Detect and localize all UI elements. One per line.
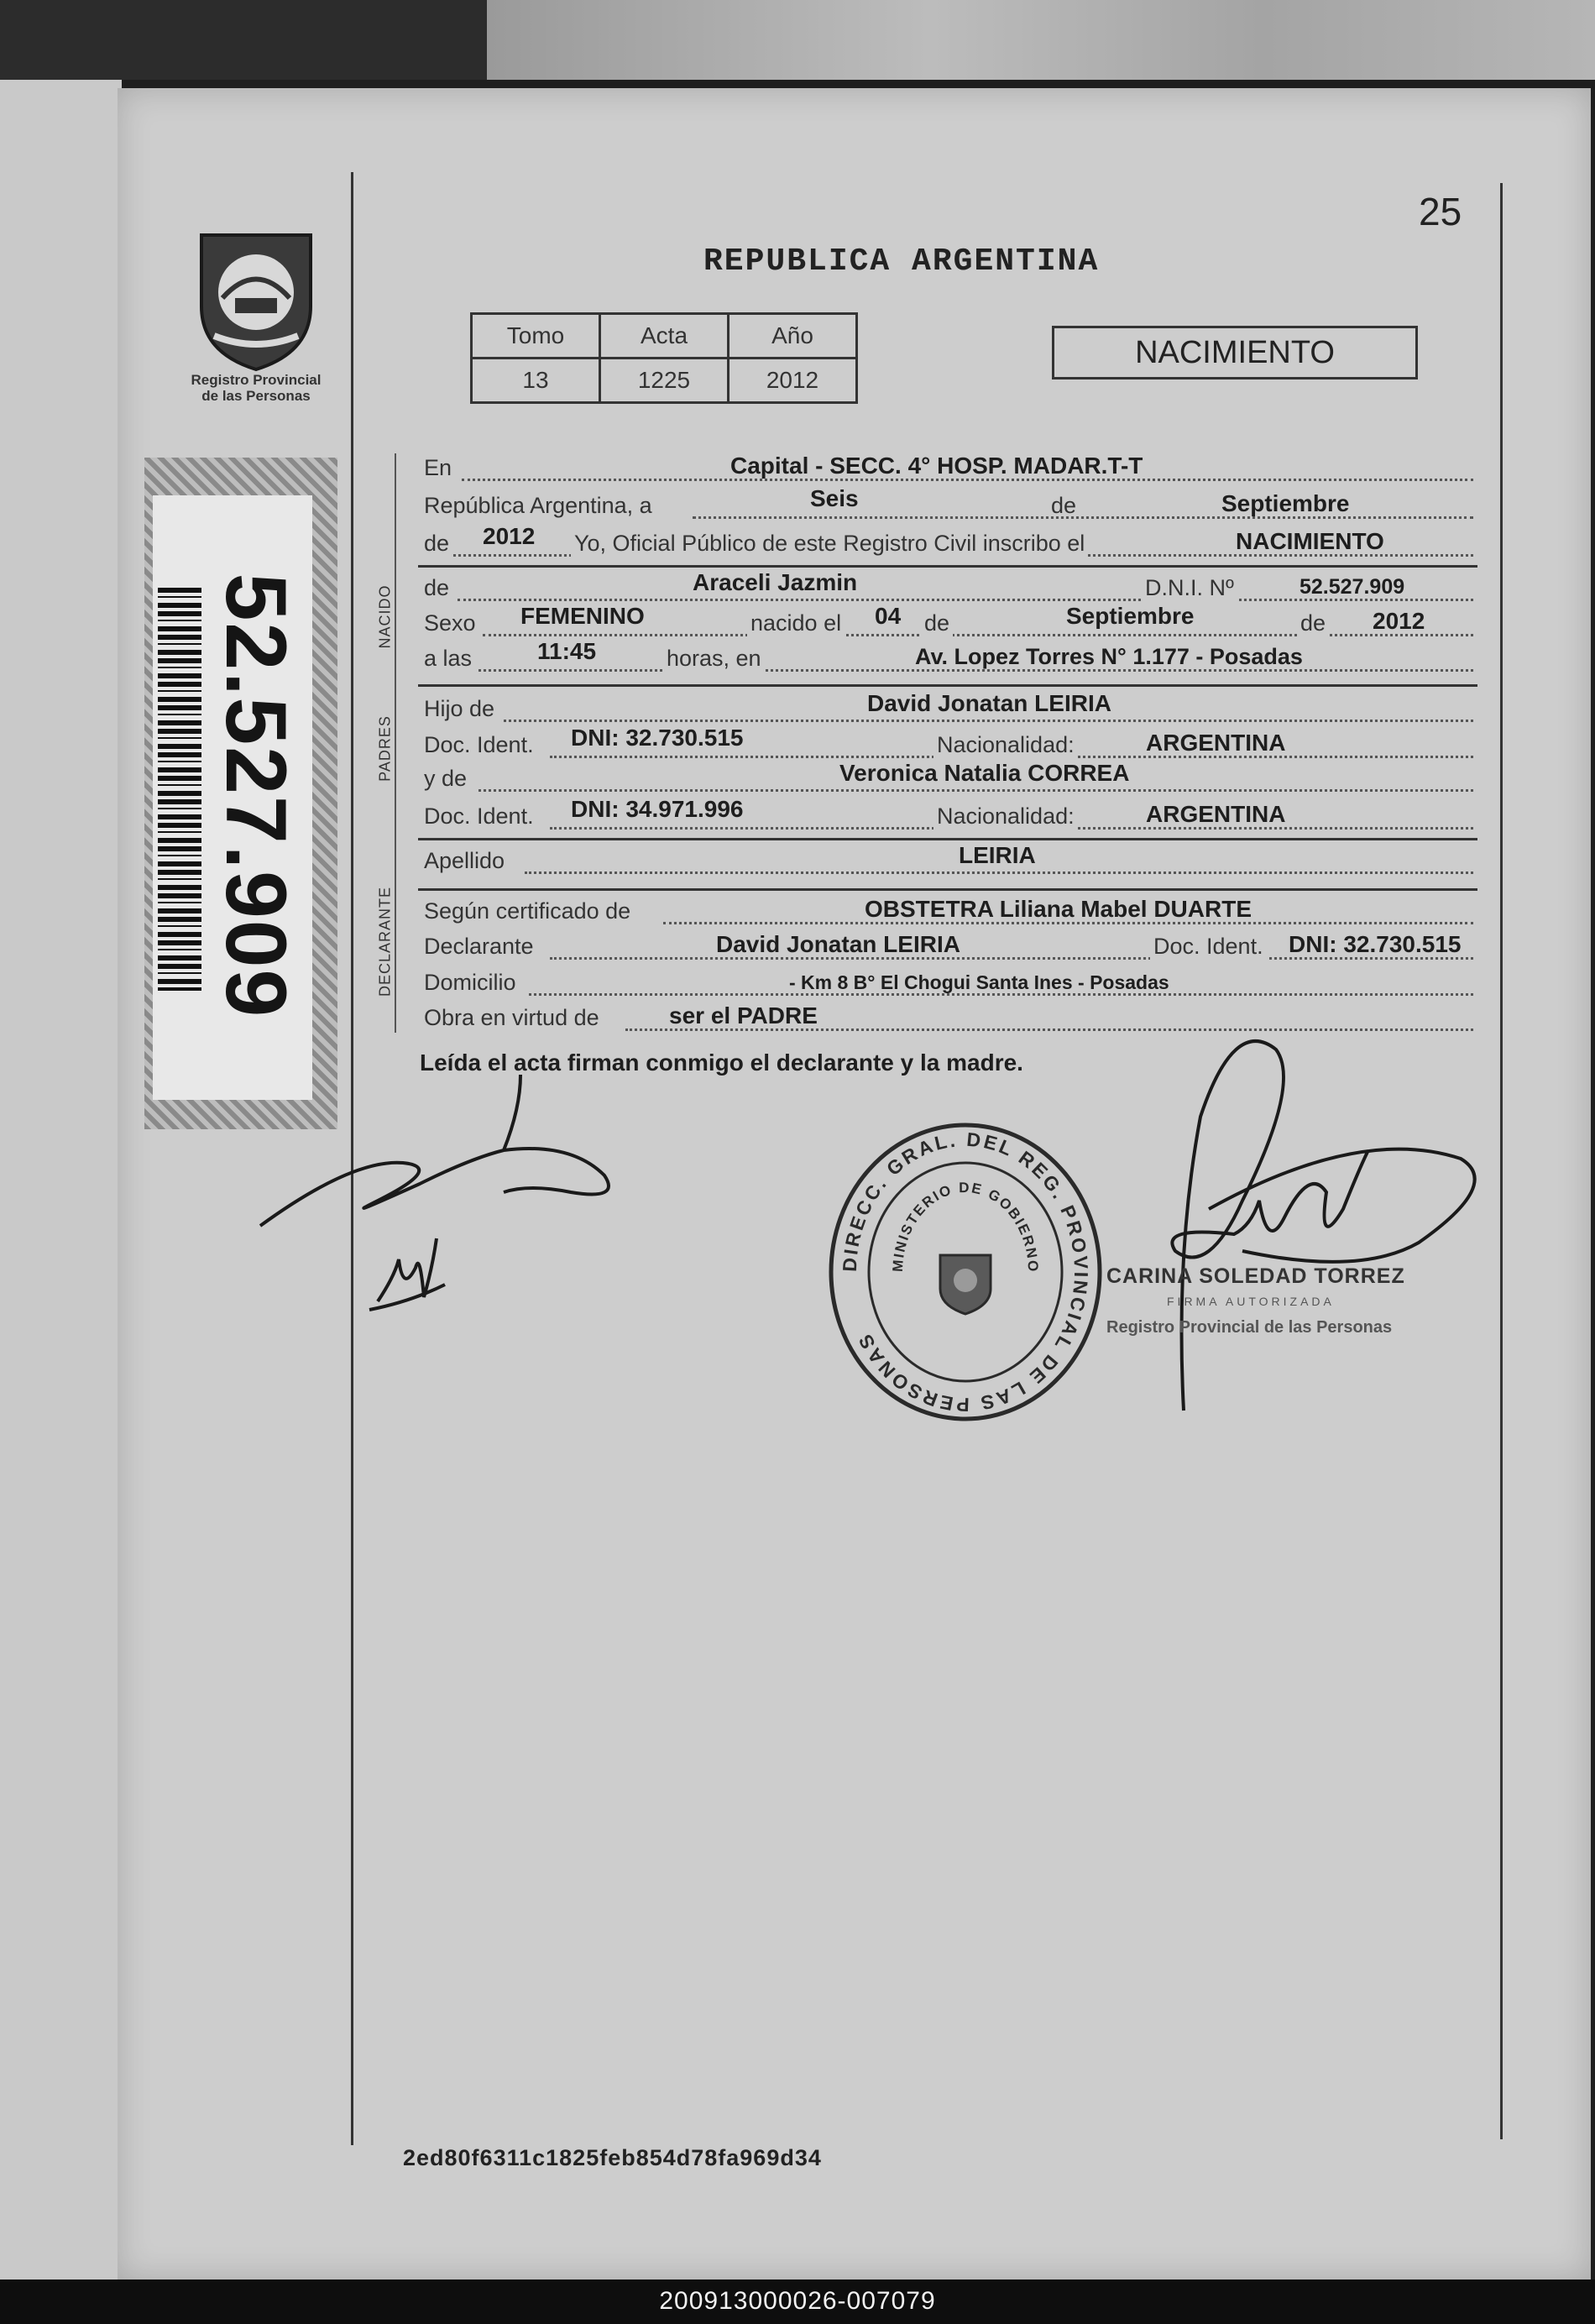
label-de-day: de bbox=[921, 610, 953, 636]
row-surname bbox=[420, 842, 1477, 877]
label-oficial: Yo, Oficial Público de este Registro Civil inscribo el bbox=[571, 531, 1088, 557]
frame-line-right bbox=[1500, 183, 1503, 2139]
header-acta: Acta bbox=[600, 314, 729, 359]
official-name: CARINA SOLEDAD TORREZ bbox=[1106, 1264, 1405, 1288]
declarant-signature bbox=[252, 1058, 630, 1335]
row-child-name bbox=[420, 569, 1477, 605]
field-mother-name: Veronica Natalia CORREA bbox=[839, 760, 1130, 786]
image-caption: 200913000026-007079 bbox=[659, 2287, 936, 2315]
field-child-name: Araceli Jazmin bbox=[693, 569, 858, 595]
field-address: - Km 8 B° El Chogui Santa Ines - Posadas bbox=[789, 971, 1169, 993]
register-table bbox=[470, 312, 858, 404]
barcode-number: 52.527.909 bbox=[208, 573, 304, 1019]
separator-line bbox=[418, 838, 1477, 840]
official-seal bbox=[823, 1117, 1108, 1427]
label-nacionalidad-father: Nacionalidad: bbox=[933, 732, 1078, 758]
section-divider-line bbox=[395, 453, 396, 1033]
label-nacionalidad-mother: Nacionalidad: bbox=[933, 803, 1078, 830]
field-birth-time: 11:45 bbox=[537, 638, 597, 664]
field-mother-doc: DNI: 34.971.996 bbox=[571, 796, 744, 822]
dotted-line bbox=[478, 789, 1473, 792]
field-birth-place: Av. Lopez Torres N° 1.177 - Posadas bbox=[915, 644, 1303, 669]
seal-outer-text: DIRECC. GRAL. DEL REG. PROVINCIAL DE LAS PERSONAS bbox=[838, 1128, 1093, 1416]
field-year: 2012 bbox=[483, 523, 536, 549]
row-father-doc bbox=[420, 726, 1477, 762]
label-republica: República Argentina, a bbox=[424, 493, 652, 518]
dotted-line bbox=[525, 872, 1473, 874]
field-capacity: ser el PADRE bbox=[669, 1002, 818, 1029]
label-doc-father: Doc. Ident. bbox=[424, 732, 534, 757]
dotted-line bbox=[504, 720, 1473, 722]
page-title: REPUBLICA ARGENTINA bbox=[703, 243, 1100, 280]
registry-label bbox=[164, 372, 348, 404]
left-page-edge bbox=[0, 80, 122, 2280]
background-top bbox=[0, 0, 1595, 80]
label-doc-mother: Doc. Ident. bbox=[424, 803, 534, 829]
label-hijo: Hijo de bbox=[424, 696, 495, 721]
field-month: Septiembre bbox=[1221, 490, 1350, 516]
field-child-dni: 52.527.909 bbox=[1300, 575, 1405, 599]
header-ano: Año bbox=[729, 314, 857, 359]
field-birth-day: 04 bbox=[875, 603, 902, 629]
label-de-name: de bbox=[424, 575, 450, 600]
value-tomo: 13 bbox=[472, 359, 600, 403]
label-en: En bbox=[424, 455, 452, 480]
row-address bbox=[420, 964, 1477, 999]
act-type-box: NACIMIENTO bbox=[1052, 326, 1418, 379]
field-father-name: David Jonatan LEIRIA bbox=[867, 690, 1111, 716]
field-father-nationality: ARGENTINA bbox=[1146, 730, 1286, 756]
section-label-nacido: NACIDO bbox=[376, 584, 394, 649]
section-label-padres: PADRES bbox=[376, 715, 394, 782]
field-act-word: NACIMIENTO bbox=[1236, 528, 1384, 554]
field-declarant: David Jonatan LEIRIA bbox=[716, 931, 960, 957]
seal-inner-text: MINISTERIO DE GOBIERNO bbox=[889, 1179, 1042, 1274]
label-horas: horas, en bbox=[663, 646, 765, 672]
field-father-doc: DNI: 32.730.515 bbox=[571, 725, 744, 751]
section-label-declarante: DECLARANTE bbox=[376, 886, 394, 997]
field-place: Capital - SECC. 4° HOSP. MADAR.T-T bbox=[730, 453, 1143, 479]
page-number: 25 bbox=[1419, 190, 1462, 233]
official-institution: Registro Provincial de las Personas bbox=[1106, 1318, 1393, 1337]
registry-label-line1: Registro Provincial bbox=[191, 372, 322, 388]
field-mother-nationality: ARGENTINA bbox=[1146, 801, 1286, 827]
label-alas: a las bbox=[424, 646, 473, 671]
official-role: FIRMA AUTORIZADA bbox=[1167, 1295, 1335, 1308]
field-surname: LEIRIA bbox=[959, 842, 1036, 868]
label-nacido: nacido el bbox=[747, 610, 845, 636]
row-mother-doc bbox=[420, 798, 1477, 833]
label-dni: D.N.I. Nº bbox=[1142, 575, 1237, 601]
row-mother bbox=[420, 760, 1477, 795]
registry-label-line2: de las Personas bbox=[201, 388, 311, 404]
label-certificado: Según certificado de bbox=[424, 898, 631, 924]
register-header-row bbox=[472, 314, 857, 359]
header-tomo: Tomo bbox=[472, 314, 600, 359]
official-signature bbox=[1108, 999, 1494, 1436]
reading-note: Leída el acta firman conmigo el declarante y la madre. bbox=[420, 1049, 1023, 1076]
label-obra: Obra en virtud de bbox=[424, 1005, 599, 1030]
separator-line bbox=[418, 684, 1477, 687]
label-de-year: de bbox=[424, 531, 450, 556]
separator-line bbox=[418, 888, 1477, 891]
row-sex-birth bbox=[420, 605, 1477, 640]
field-sex: FEMENINO bbox=[520, 603, 645, 629]
label-de-month: de bbox=[1297, 610, 1329, 636]
field-day-words: Seis bbox=[810, 485, 859, 511]
label-doc-declarant: Doc. Ident. bbox=[1150, 934, 1267, 960]
row-date bbox=[420, 487, 1477, 522]
row-oficial bbox=[420, 525, 1477, 560]
dotted-line bbox=[693, 516, 1473, 519]
row-place bbox=[420, 449, 1477, 484]
register-value-row bbox=[472, 359, 857, 403]
separator-line bbox=[418, 565, 1477, 568]
label-sexo: Sexo bbox=[424, 610, 476, 636]
seal-emblem-icon bbox=[940, 1255, 991, 1314]
document-hash: 2ed80f6311c1825feb854d78fa969d34 bbox=[403, 2145, 822, 2170]
field-birth-month: Septiembre bbox=[1066, 603, 1195, 629]
field-birth-year: 2012 bbox=[1373, 608, 1425, 634]
label-de: de bbox=[1051, 493, 1077, 518]
label-apellido: Apellido bbox=[424, 848, 505, 873]
row-declarant bbox=[420, 928, 1477, 963]
row-father bbox=[420, 690, 1477, 725]
field-certificate: OBSTETRA Liliana Mabel DUARTE bbox=[865, 896, 1252, 922]
barcode bbox=[158, 588, 201, 991]
label-declarante: Declarante bbox=[424, 934, 534, 959]
label-domicilio: Domicilio bbox=[424, 970, 516, 995]
label-yde: y de bbox=[424, 766, 468, 791]
row-certificate bbox=[420, 892, 1477, 928]
row-time-place bbox=[420, 640, 1477, 675]
value-acta: 1225 bbox=[600, 359, 729, 403]
value-ano: 2012 bbox=[729, 359, 857, 403]
field-declarant-doc: DNI: 32.730.515 bbox=[1289, 931, 1462, 957]
